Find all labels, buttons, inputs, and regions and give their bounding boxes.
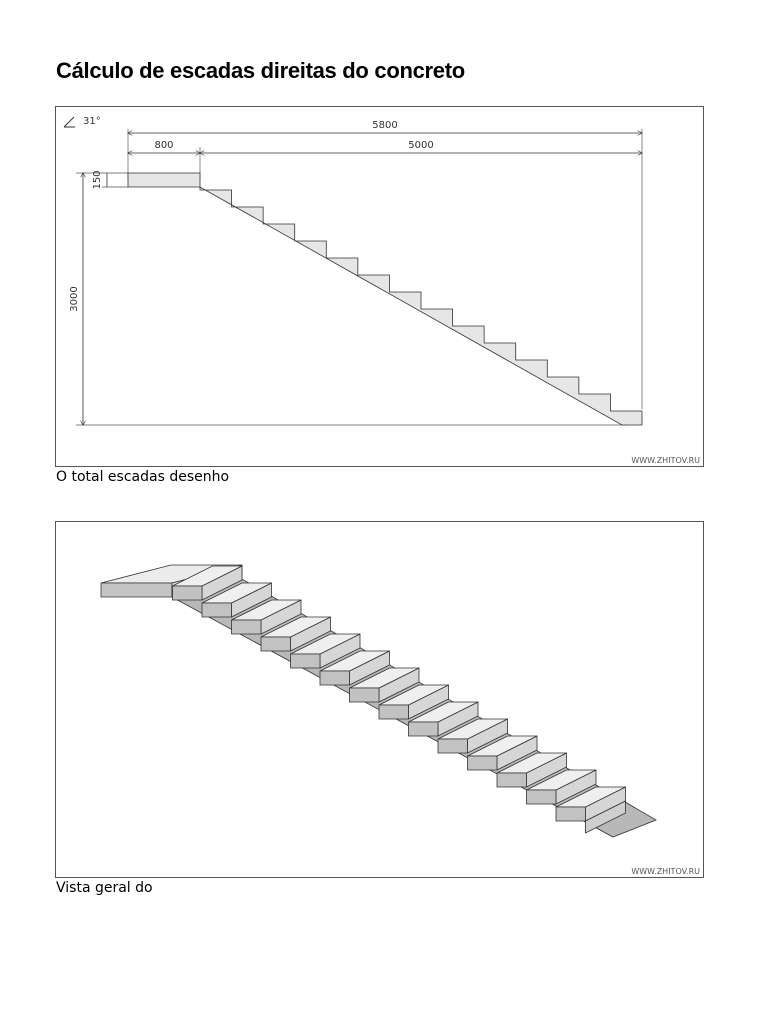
angle-icon	[64, 117, 75, 127]
angle-label: 31°	[83, 116, 101, 127]
stair-profile	[128, 173, 642, 425]
figure-caption-3d: Vista geral do	[56, 880, 153, 896]
side-elevation-figure	[55, 106, 704, 467]
step-side	[261, 637, 291, 651]
step-side	[232, 620, 262, 634]
step-side	[202, 603, 232, 617]
step-side	[468, 756, 498, 770]
dim-step-height: 150	[92, 170, 103, 190]
dim-landing-length: 800	[154, 140, 174, 151]
side-elevation-svg	[56, 107, 703, 466]
landing-front	[101, 583, 172, 597]
stair-3d-model	[101, 565, 656, 837]
isometric-view-figure	[55, 521, 704, 878]
watermark: WWW.ZHITOV.RU	[631, 456, 700, 465]
watermark-3d: WWW.ZHITOV.RU	[631, 867, 700, 876]
step-side	[291, 654, 321, 668]
step-side	[556, 807, 586, 821]
step-side	[497, 773, 527, 787]
step-side	[409, 722, 439, 736]
step-side	[173, 586, 203, 600]
step-side	[350, 688, 380, 702]
dim-total-height: 3000	[69, 286, 80, 312]
figure-caption-drawing: O total escadas desenho	[56, 469, 230, 485]
step-side	[320, 671, 350, 685]
step-side	[438, 739, 468, 753]
dim-flight-length: 5000	[408, 140, 434, 151]
dim-total-length: 5800	[372, 120, 398, 131]
isometric-view-svg	[56, 522, 703, 877]
step-side	[379, 705, 409, 719]
step-side	[527, 790, 557, 804]
page-title: Cálculo de escadas direitas do concreto	[56, 58, 465, 83]
